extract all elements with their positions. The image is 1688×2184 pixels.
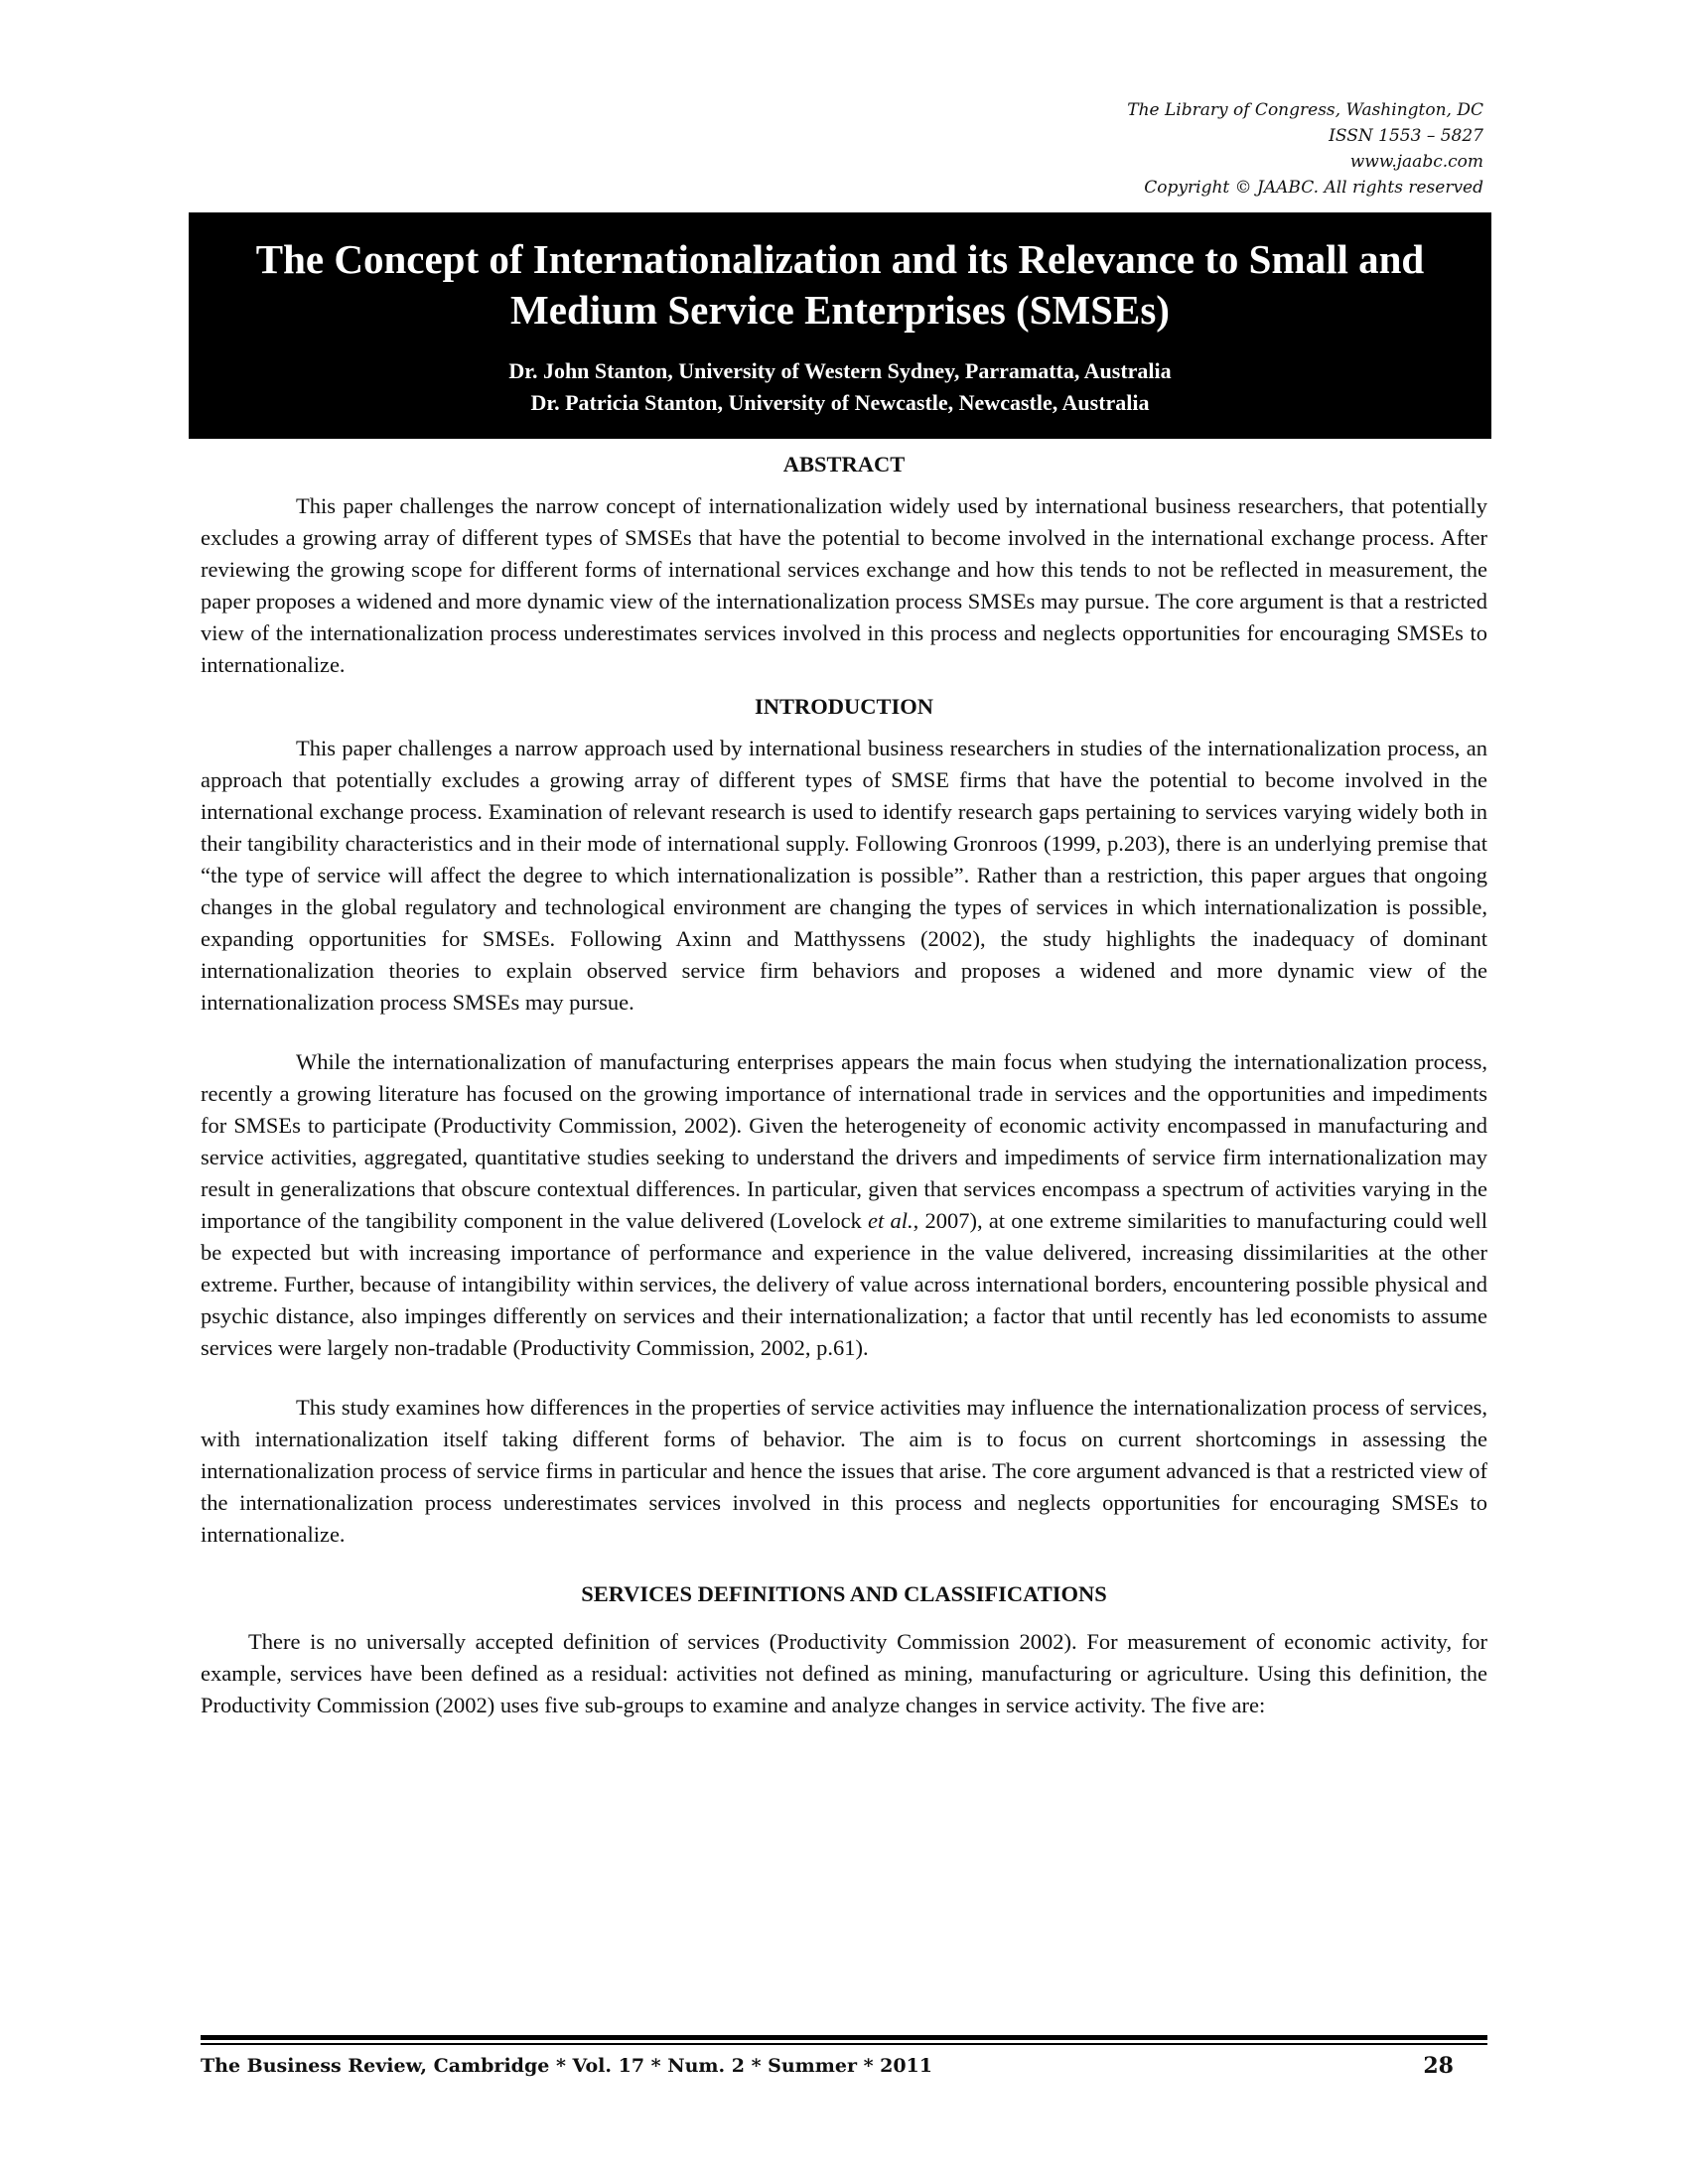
- author-list: [189, 355, 1491, 419]
- page-number: 28: [1423, 2053, 1454, 2079]
- paragraph-2-text-a: While the internationalization of manufacturing enterprises appears the main focus when studying the internationalization process, recently a growing literature has focused on the growing importance of international trade in services and the opportunities and impediments for SMSEs to participate (Productivity Commission, 2002). Given the heterogeneity of economic activity encompassed in manufacturing and service activities, aggregated, quantitative studies seeking to understand the drivers and impediments of service firm internationalization may result in generalizations that obscure contextual differences. In particular, given that services encompass a spectrum of activities varying in the importance of the tangibility component in the value delivered (Lovelock: [201, 1049, 1487, 1233]
- introduction-paragraph-2: [201, 1046, 1487, 1364]
- header-library: The Library of Congress, Washington, DC: [1127, 100, 1483, 120]
- author-2: Dr. Patricia Stanton, University of Newcastle, Newcastle, Australia: [530, 390, 1150, 415]
- title-banner: [189, 212, 1491, 439]
- introduction-heading: INTRODUCTION: [754, 694, 934, 719]
- introduction-paragraph-1: This paper challenges a narrow approach used by international business researchers in studies of the internationalization process, an approach that potentially excludes a growing array of different types of SMSE firms that have the potential to become involved in the international exchange process. Examination of relevant research is used to identify research gaps pertaining to services varying widely both in their tangibility characteristics and in their mode of international supply. Following Gronroos (1999, p.203), there is an underlying premise that “the type of service will affect the degree to which internationalization is possible”. Rather than a restriction, this paper argues that ongoing changes in the global regulatory and technological environment are changing the types of services in which internationalization is possible, expanding opportunities for SMSEs. Following Axinn and Matthyssens (2002), the study highlights the inadequacy of dominant internationalization theories to explain observed service firm behaviors and proposes a widened and more dynamic view of the internationalization process SMSEs may pursue.: [201, 736, 1487, 1015]
- paragraph-2-italic: et al.: [868, 1208, 914, 1233]
- author-1: Dr. John Stanton, University of Western Sydney, Parramatta, Australia: [508, 358, 1172, 383]
- introduction-paragraph-3: This study examines how differences in the properties of service activities may influence the internationalization process of services, with internationalization itself taking different forms of behavior. The aim is to focus on current shortcomings in assessing the internationalization process of service firms in particular and hence the issues that arise. The core argument advanced is that a restricted view of the internationalization process underestimates services involved in this process and neglects opportunities for encouraging SMSEs to internationalize.: [201, 1395, 1487, 1547]
- paragraph-2-text-b: , 2007), at one extreme similarities to manufacturing could well be expected but with increasing importance of performance and experience in the value delivered, increasing dissimilarities at the other extreme. Further, because of intangibility within services, the delivery of value across international borders, encountering possible physical and psychic distance, also impinges differently on services and their internationalization; a factor that until recently has led economists to assume services were largely non-tradable (Productivity Commission, 2002, p.61).: [201, 1208, 1487, 1360]
- paper-title: The Concept of Internationalization and its Relevance to Small and Medium Service Enterprises (SMSEs): [255, 236, 1425, 333]
- footer-rule-thick: [201, 2035, 1487, 2040]
- abstract-heading: ABSTRACT: [782, 452, 906, 477]
- journal-header-info: [1127, 97, 1483, 201]
- footer-rule-thin: [201, 2043, 1487, 2045]
- footer-journal-citation: The Business Review, Cambridge * Vol. 17 * Num. 2 * Summer * 2011: [201, 2055, 933, 2077]
- paper-body: [201, 449, 1487, 1721]
- abstract-paragraph: This paper challenges the narrow concept of internationalization widely used by international business researchers, that potentially excludes a growing array of different types of SMSEs that have the potential to become involved in the international exchange process. After reviewing the growing scope for different forms of international services exchange and how this tends to not be reflected in measurement, the paper proposes a widened and more dynamic view of the internationalization process SMSEs may pursue. The core argument is that a restricted view of the internationalization process underestimates services involved in this process and neglects opportunities for encouraging SMSEs to internationalize.: [201, 493, 1487, 677]
- header-website: www.jaabc.com: [1349, 152, 1483, 172]
- header-copyright: Copyright © JAABC. All rights reserved: [1144, 178, 1483, 198]
- services-heading: SERVICES DEFINITIONS AND CLASSIFICATIONS: [581, 1581, 1107, 1606]
- services-paragraph-1: There is no universally accepted definition of services (Productivity Commission 2002). For measurement of economic activity, for example, services have been defined as a residual: activities not defined as mining, manufacturing or agriculture. Using this definition, the Productivity Commission (2002) uses five sub-groups to examine and analyze changes in service activity. The five are:: [201, 1629, 1487, 1717]
- header-issn: ISSN 1553 – 5827: [1329, 126, 1483, 146]
